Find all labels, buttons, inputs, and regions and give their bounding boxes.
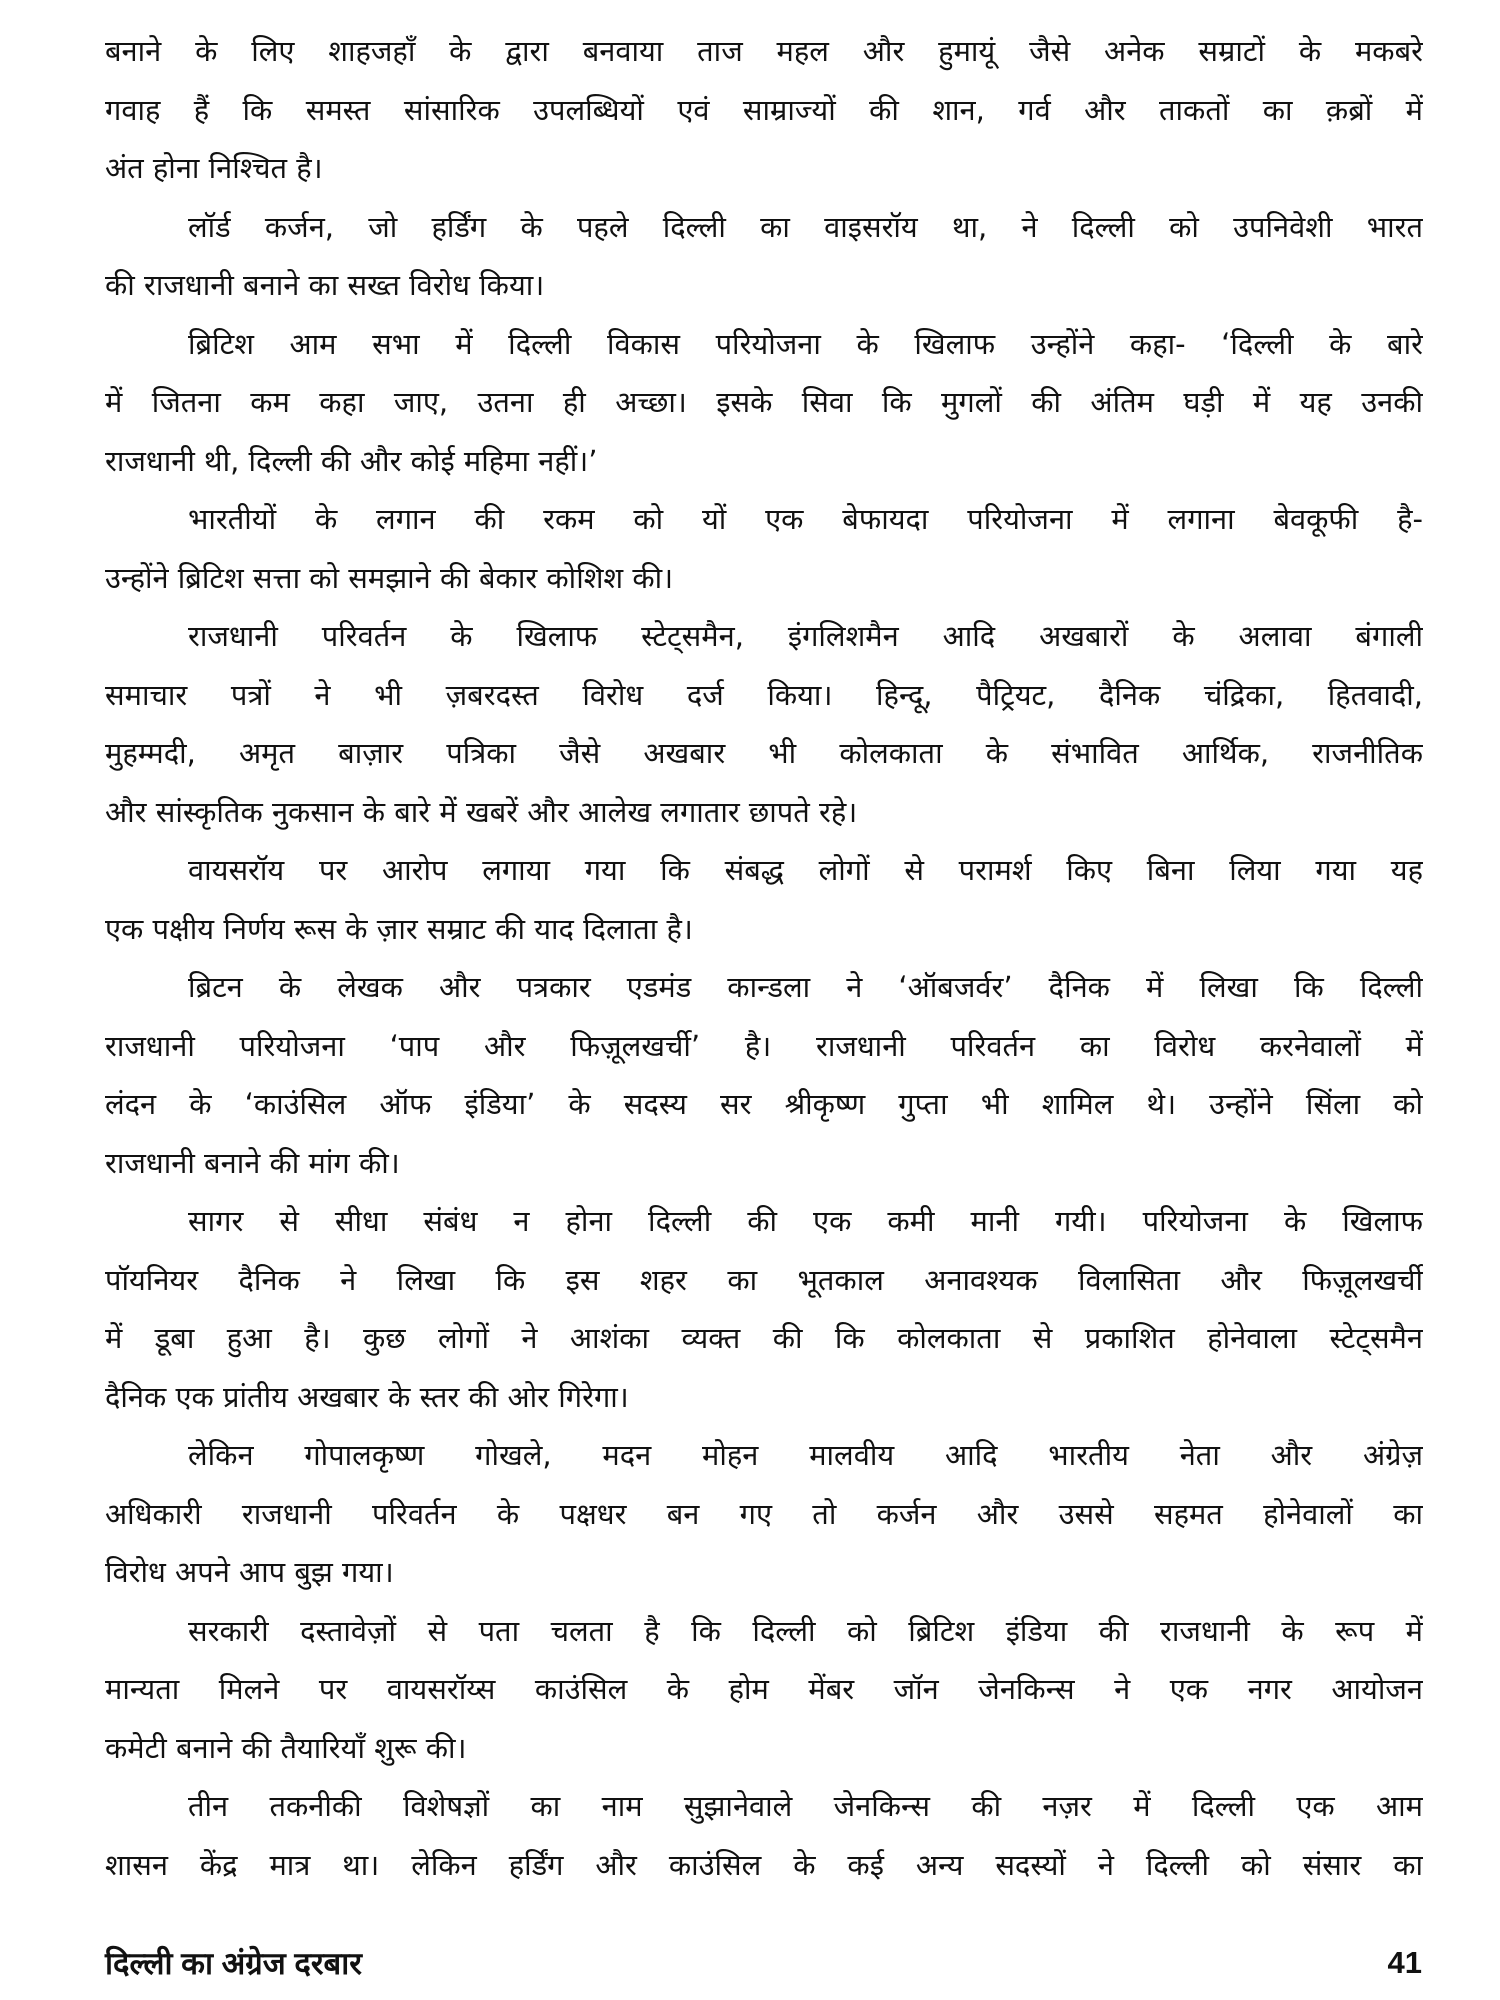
- paragraph: [105, 607, 1423, 841]
- text-line: गवाह हैं कि समस्त सांसारिक उपलब्धियों एवं साम्राज्यों की शान, गर्व और ताकतों का क़ब्रों में: [105, 92, 1423, 127]
- text-line: राजधानी परिवर्तन के खिलाफ स्टेट्समैन, इंगलिशमैन आदि अखबारों के अलावा बंगाली: [188, 619, 1423, 653]
- paragraph: [105, 1777, 1423, 1894]
- running-title: दिल्ली का अंग्रेज दरबार: [105, 1946, 362, 1981]
- text-line: ब्रिटन के लेखक और पत्रकार एडमंड कान्डला ने ‘ऑबजर्वर’ दैनिक में लिखा कि दिल्ली: [188, 970, 1423, 1004]
- text-line: मुहम्मदी, अमृत बाज़ार पत्रिका जैसे अखबार भी कोलकाता के संभावित आर्थिक, राजनीतिक: [105, 736, 1423, 770]
- paragraph: [105, 958, 1423, 1192]
- text-line: की राजधानी बनाने का सख्त विरोध किया।: [105, 268, 545, 302]
- text-line: राजधानी परियोजना ‘पाप और फिज़ूलखर्ची’ है। राजधानी परिवर्तन का विरोध करनेवालों में: [105, 1028, 1423, 1063]
- page-footer: [105, 1938, 1422, 1988]
- text-line: कमेटी बनाने की तैयारियाँ शुरू की।: [105, 1730, 467, 1765]
- text-line: सरकारी दस्तावेज़ों से पता चलता है कि दिल्ली को ब्रिटिश इंडिया की राजधानी के रूप में: [188, 1613, 1423, 1648]
- paragraph: [105, 315, 1423, 491]
- page-number: 41: [1387, 1945, 1422, 1980]
- text-line: बनाने के लिए शाहजहाँ के द्वारा बनवाया ताज महल और हुमायूं जैसे अनेक सम्राटों के मकबरे: [105, 34, 1423, 68]
- text-line: में डूबा हुआ है। कुछ लोगों ने आशंका व्यक्त की कि कोलकाता से प्रकाशित होनेवाला स्टेट्समैन: [105, 1321, 1423, 1355]
- text-line: और सांस्कृतिक नुकसान के बारे में खबरें और आलेख लगातार छापते रहे।: [105, 794, 858, 829]
- paragraph: [105, 490, 1423, 607]
- text-line: एक पक्षीय निर्णय रूस के ज़ार सम्राट की याद दिलाता है।: [105, 911, 693, 946]
- text-line: अंत होना निश्चित है।: [105, 151, 323, 185]
- text-line: लंदन के ‘काउंसिल ऑफ इंडिया’ के सदस्य सर श्रीकृष्ण गुप्ता भी शामिल थे। उन्होंने सिंला को: [105, 1087, 1423, 1121]
- text-line: दैनिक एक प्रांतीय अखबार के स्तर की ओर गिरेगा।: [105, 1379, 629, 1414]
- text-line: वायसरॉय पर आरोप लगाया गया कि संबद्ध लोगों से परामर्श किए बिना लिया गया यह: [188, 853, 1423, 887]
- paragraph: [105, 1602, 1423, 1778]
- paragraph: [105, 198, 1423, 315]
- text-line: लेकिन गोपालकृष्ण गोखले, मदन मोहन मालवीय आदि भारतीय नेता और अंग्रेज़: [188, 1438, 1423, 1472]
- text-line: मान्यता मिलने पर वायसरॉय्स काउंसिल के होम मेंबर जॉन जेनकिन्स ने एक नगर आयोजन: [105, 1672, 1423, 1706]
- text-line: राजधानी थी, दिल्ली की और कोई महिमा नहीं।’: [105, 443, 598, 478]
- paragraph: [105, 1192, 1423, 1426]
- paragraph: [105, 22, 1423, 198]
- text-line: तीन तकनीकी विशेषज्ञों का नाम सुझानेवाले जेनकिन्स की नज़र में दिल्ली एक आम: [188, 1789, 1423, 1823]
- text-line: लॉर्ड कर्जन, जो हर्डिंग के पहले दिल्ली का वाइसरॉय था, ने दिल्ली को उपनिवेशी भारत: [188, 209, 1423, 244]
- text-line: विरोध अपने आप बुझ गया।: [105, 1555, 394, 1589]
- text-line: शासन केंद्र मात्र था। लेकिन हर्डिंग और काउंसिल के कई अन्य सदस्यों ने दिल्ली को संसार का: [105, 1847, 1423, 1882]
- paragraph: [105, 1426, 1423, 1602]
- text-line: अधिकारी राजधानी परिवर्तन के पक्षधर बन गए तो कर्जन और उससे सहमत होनेवालों का: [105, 1496, 1423, 1531]
- text-line: ब्रिटिश आम सभा में दिल्ली विकास परियोजना के खिलाफ उन्होंने कहा- ‘दिल्ली के बारे: [188, 326, 1423, 361]
- text-line: भारतीयों के लगान की रकम को यों एक बेफायदा परियोजना में लगाना बेवकूफी है-: [188, 502, 1423, 536]
- paragraph: [105, 841, 1423, 958]
- text-line: समाचार पत्रों ने भी ज़बरदस्त विरोध दर्ज किया। हिन्दू, पैट्रियट, दैनिक चंद्रिका, हितवादी,: [105, 677, 1423, 712]
- text-line: पॉयनियर दैनिक ने लिखा कि इस शहर का भूतकाल अनावश्यक विलासिता और फिज़ूलखर्ची: [105, 1262, 1423, 1297]
- text-line: में जितना कम कहा जाए, उतना ही अच्छा। इसके सिवा कि मुगलों की अंतिम घड़ी में यह उनकी: [105, 385, 1423, 419]
- text-line: उन्होंने ब्रिटिश सत्ता को समझाने की बेकार कोशिश की।: [105, 560, 674, 595]
- page-body: [105, 22, 1423, 1894]
- text-line: राजधानी बनाने की मांग की।: [105, 1145, 400, 1180]
- text-line: सागर से सीधा संबंध न होना दिल्ली की एक कमी मानी गयी। परियोजना के खिलाफ: [188, 1204, 1423, 1238]
